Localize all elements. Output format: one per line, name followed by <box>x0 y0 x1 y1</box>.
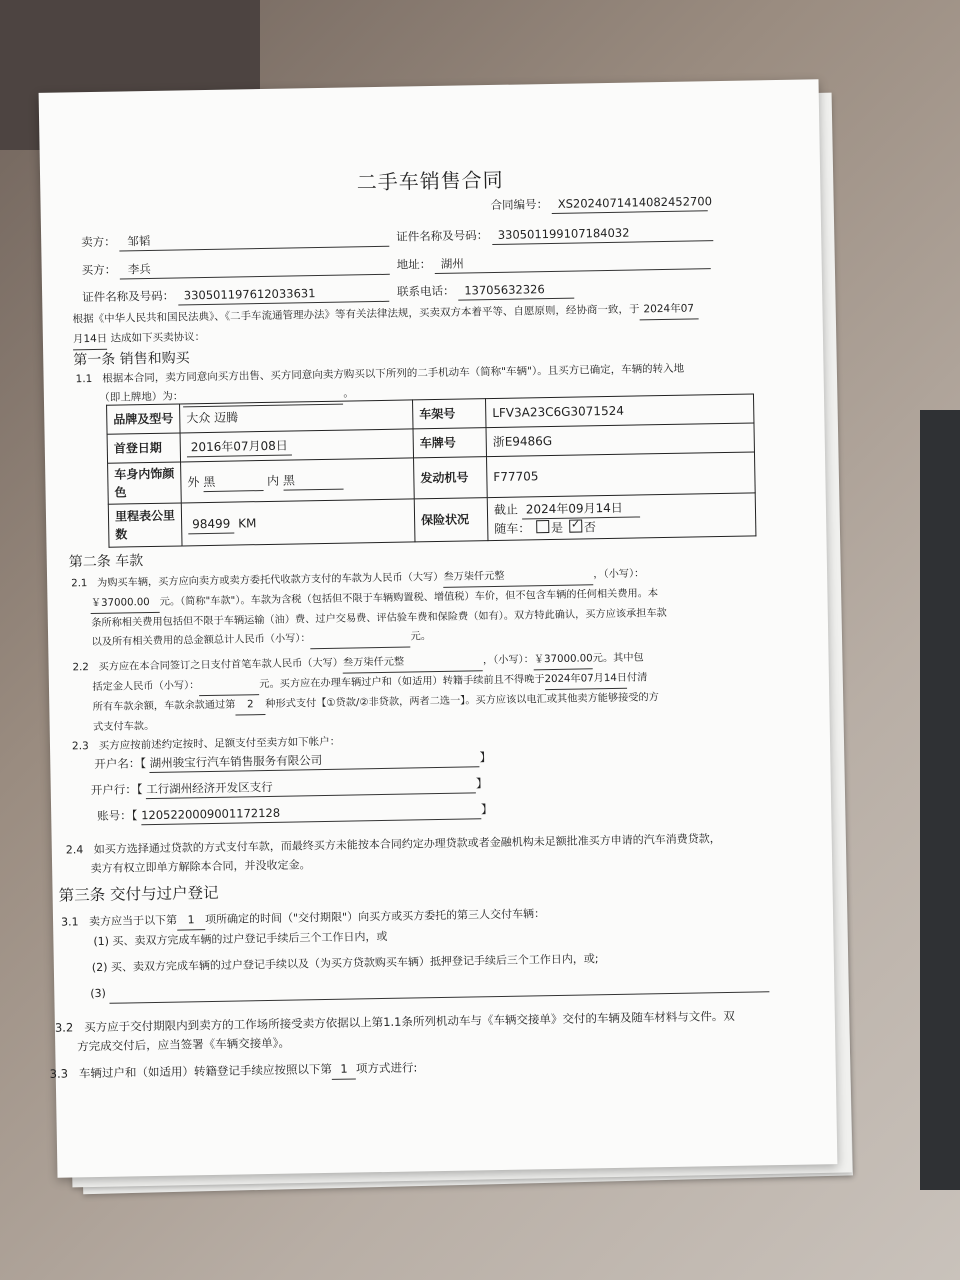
buyer-label: 买方： <box>81 262 117 278</box>
seller-id-label: 证件名称及号码： <box>396 228 489 244</box>
clause-3-2-text-2: 方完成交付后，应当签署《车辆交接单》。 <box>77 1035 291 1054</box>
preamble <box>72 298 773 350</box>
total-amount-number: ￥37000.00 <box>91 593 160 614</box>
bracket-close: 】 <box>480 802 493 817</box>
clause-3-3-num: 3.3 <box>49 1066 69 1081</box>
clause-3-2-num: 3.2 <box>54 1020 74 1035</box>
clause-2-1-text: 为购买车辆，买方应向卖方或卖方委托代收款方支付的车款为人民币（大写） <box>96 571 444 589</box>
clause-2-2-text: 买方应在本合同签订之日支付首笔车款人民币（大写） <box>98 657 344 673</box>
preamble-text: 根据《中华人民共和国民法典》、《二手车流通管理办法》等有关法律法规，买卖双方本着平等、自愿原则，经协商一致，于 <box>72 303 640 326</box>
vin-value: LFV3A23C6G3071524 <box>485 394 753 428</box>
brand-label: 品牌及型号 <box>107 404 180 434</box>
clause-2-1-text-e: 以及所有相关费用的总金额总计人民币（小写）： <box>91 633 311 649</box>
mileage-value: 98499 <box>188 514 235 534</box>
color-label: 车身内饰颜色 <box>108 462 182 504</box>
phone-label: 联系电话： <box>396 283 455 299</box>
seller-row <box>81 229 389 253</box>
preamble-date-year: 2024年07 <box>639 299 698 320</box>
delivery-option-1: (1) 买、卖双方完成车辆的过户登记手续后三个工作日内，或 <box>93 929 388 949</box>
delivery-option-3: (3) <box>90 986 107 1001</box>
clause-3-3-text-b: 项方式进行: <box>355 1060 418 1076</box>
first-payment-number: ￥37000.00 <box>534 649 593 670</box>
clause-2-2-text-d: 括定金人民币（小写）： <box>92 680 200 694</box>
bank-branch-label: 开户行：【 <box>90 782 143 798</box>
clause-3-3 <box>50 1052 790 1085</box>
bracket-close: 】 <box>475 776 488 791</box>
bank-account-name: 湖州骏宝行汽车销售服务有限公司 <box>150 749 480 773</box>
clause-3-1-text: 卖方应当于以下第 <box>88 913 178 929</box>
clause-1-1-text: 根据本合同，卖方同意向买方出售、买方同意向卖方购买以下所列的二手机动车（简称"车辆"）。且买方已确定，车辆的转入地 <box>102 362 685 385</box>
no-checkbox-checked-icon <box>569 519 582 532</box>
delivery-option-3-blank <box>109 974 769 1003</box>
article-3-heading: 第三条 交付与过户登记 <box>58 883 219 905</box>
clause-3-1-num: 3.1 <box>60 915 79 929</box>
preamble-text-2: 达成如下买卖协议： <box>110 331 206 345</box>
mileage-label: 里程表公里数 <box>108 503 182 547</box>
balance-due-date: 2024年07月14日 <box>544 669 627 690</box>
insurance-label: 保险状况 <box>414 498 488 542</box>
clause-2-2-text-f: 付清 <box>626 672 648 684</box>
bank-branch: 工行湖州经济开发区支行 <box>146 775 476 799</box>
clause-3-2-text: 买方应于交付期限内到卖方的工作场所接受卖方依据以上第1.1条所列机动车与《车辆交接单》交付的车辆及随车材料与文件。双 <box>84 1008 735 1035</box>
contract-number-row <box>490 193 713 215</box>
plate-label: 车牌号 <box>413 428 486 458</box>
vehicle-info-table <box>106 393 756 547</box>
mileage-unit: KM <box>238 515 257 530</box>
plate-value: 浙E9486G <box>486 423 754 457</box>
clause-2-2-num: 2.2 <box>72 662 89 674</box>
exterior-prefix: 外 <box>187 474 200 489</box>
clause-1-1: 1.1 根据本合同，卖方同意向买方出售、买方同意向卖方购买以下所列的二手机动车（简称"车辆"）。且买方已确定，车辆的转入地 （即上牌地）为： 。 <box>75 358 776 409</box>
preamble-date-day: 月14日 <box>73 330 108 351</box>
phone: 13705632326 <box>458 281 574 301</box>
clause-2-4-text-2: 卖方有权立即单方解除本合同，并没收定金。 <box>90 858 311 876</box>
clause-2-1-text-b: ，（小写）： <box>593 568 645 581</box>
contract-number-label: 合同编号： <box>490 197 549 213</box>
clause-2-4 <box>66 828 787 879</box>
dark-device-edge <box>920 410 960 1190</box>
clause-1-1-text-2: （即上牌地）为： <box>99 390 184 404</box>
insurance-follow-label: 随车： <box>494 520 531 536</box>
bracket-close: 】 <box>479 750 492 765</box>
clause-2-4-num: 2.4 <box>65 843 84 857</box>
insurance-cell <box>487 493 756 541</box>
engine-value: F77705 <box>487 452 756 498</box>
buyer-row <box>82 257 390 281</box>
seller-name: 邹韬 <box>119 229 389 252</box>
clause-1-1-num: 1.1 <box>75 372 93 386</box>
clause-2-1 <box>71 562 772 653</box>
clause-2-2-text-h: 种形式支付【①贷款/②非贷款，两者二选一】。买方应该以电汇或其他卖方能够接受的方 <box>265 692 659 711</box>
interior-color: 黑 <box>283 470 343 490</box>
total-fees-blank <box>310 627 410 649</box>
seller-label: 卖方： <box>81 234 116 250</box>
transfer-option-number: 1 <box>332 1060 356 1080</box>
address-row <box>397 251 711 275</box>
color-cell <box>181 458 415 503</box>
contract-page <box>39 79 838 1177</box>
clause-2-1-num: 2.1 <box>71 578 88 590</box>
mileage-cell <box>181 499 415 546</box>
reg-date-value: 2016年07月08日 <box>187 436 292 457</box>
buyer-id: 330501197612033631 <box>178 284 389 306</box>
clause-2-2-text-c: 元。其中包 <box>592 652 644 665</box>
payment-method: 2 <box>235 695 265 716</box>
engine-label: 发动机号 <box>414 457 488 499</box>
clause-2-4-text: 如买方选择通过贷款的方式支付车款，而最终买方未能按本合同约定办理贷款或者金融机构未足额批准买方申请的汽车消费贷款， <box>93 832 721 857</box>
total-amount-chinese: 叁万柒仟元整 <box>443 565 593 588</box>
clause-3-1-text-b: 项所确定的时间（"交付期限"）向买方或买方委托的第三人交付车辆： <box>204 907 546 927</box>
clause-2-3-num: 2.3 <box>71 740 89 753</box>
article-1-heading: 第一条 销售和购买 <box>73 350 190 369</box>
buyer-id-label: 证件名称及号码： <box>82 288 175 305</box>
insurance-until-date: 2024年09月14日 <box>522 498 640 519</box>
bank-account-row <box>97 801 493 826</box>
deposit-blank <box>199 675 259 696</box>
clause-2-1-text-d: 条所称相关费用包括但不限于车辆运输（油）费、过户交易费、评估验车费和保险费（如有）。双方特此确认，买方应该承担车款 <box>91 608 667 630</box>
reg-date-cell <box>180 429 413 462</box>
bank-name-label: 开户名：【 <box>94 756 147 772</box>
delivery-option-3-row <box>90 974 769 1003</box>
address-label: 地址： <box>396 257 432 272</box>
yes-checkbox-icon <box>536 520 549 533</box>
contract-number: XS20240714140824527​00 <box>552 193 708 214</box>
clause-2-2-text-e: 元。买方应在办理车辆过户和（如适用）转籍手续前且不得晚于 <box>259 674 545 691</box>
exterior-color: 黑 <box>203 472 263 492</box>
interior-prefix: 内 <box>266 473 280 488</box>
phone-row <box>397 281 574 302</box>
clause-3-2 <box>55 1006 796 1057</box>
reg-date-label: 首登日期 <box>107 433 180 463</box>
article-2-heading: 第二条 车款 <box>68 553 144 571</box>
clause-2-1-text-f: 元。 <box>410 631 432 643</box>
seller-id-row <box>396 223 713 247</box>
contract-title: 二手车销售合同 <box>356 167 504 195</box>
insurance-until-label: 截止 <box>493 502 519 517</box>
bank-account-label: 账号：【 <box>97 808 138 823</box>
clause-3-3-text: 车辆过户和（如适用）转籍登记手续应按照以下第 <box>78 1061 333 1081</box>
yes-label: 是 <box>550 520 564 535</box>
first-payment-chinese: 叁万柒仟元整 <box>343 651 483 673</box>
no-label: 否 <box>583 519 597 534</box>
clause-2-2-text-b: ，（小写）： <box>482 654 535 667</box>
seller-id: 330501199107184032 <box>492 223 713 245</box>
clause-2-2-text-g: 所有车款余额，车款余款通过第 <box>92 699 236 714</box>
bank-branch-row <box>91 775 488 800</box>
delivery-option-number: 1 <box>177 910 205 930</box>
buyer-id-row <box>82 284 389 308</box>
buyer-name: 李兵 <box>120 257 390 280</box>
clause-2-2 <box>72 646 773 737</box>
delivery-option-2: (2) 买、卖双方完成车辆的过户登记手续以及（为买方贷款购买车辆）抵押登记手续后三个工作日内，或; <box>91 952 599 975</box>
clause-2-1-text-c: 元。（简称"车款"）。车款为含税（包括但不限于车辆购置税、增值税）车价，但不包含车辆的任何相关费用。本 <box>159 588 659 608</box>
address: 湖州 <box>435 251 711 274</box>
clause-2-3-text: 买方应按前述约定按时、足额支付至卖方如下帐户： <box>98 735 341 752</box>
vin-label: 车架号 <box>413 399 486 429</box>
clause-2-2-text-i: 式支付车款。 <box>93 720 155 734</box>
bank-account-number: 1205220009001172128 <box>141 801 481 825</box>
brand-value: 大众 迈腾 <box>180 400 413 433</box>
